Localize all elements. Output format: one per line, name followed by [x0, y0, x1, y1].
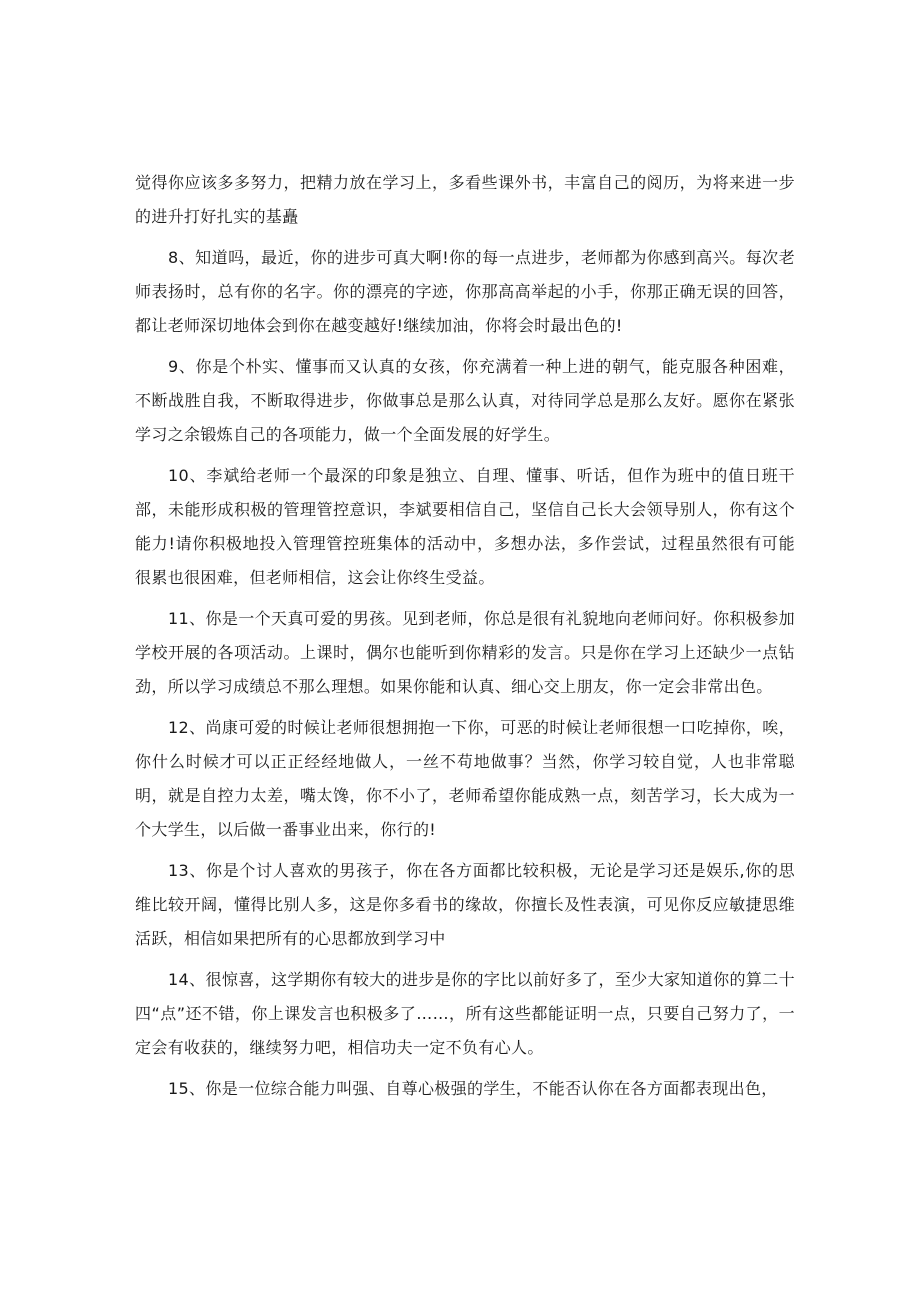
paragraph-item-10: 10、李斌给老师一个最深的印象是独立、自理、懂事、听话，但作为班中的值日班干部，未能形成积极的管理管控意识，李斌要相信自己，坚信自己长大会领导别人，你有这个能力!请你积极地投入管理管控班集体的活动中，多想办法，多作尝试，过程虽然很有可能很累也很困难，但老师相信，这会让你终生受益。 — [135, 466, 795, 587]
paragraph-item-14: 14、很惊喜，这学期你有较大的进步是你的字比以前好多了，至少大家知道你的算二十四“点”还不错，你上课发言也积极多了……，所有这些都能证明一点，只要自己努力了，一定会有收获的，继续努力吧，相信功夫一定不负有心人。 — [135, 970, 795, 1057]
paragraph-item-12: 12、尚康可爱的时候让老师很想拥抱一下你，可恶的时候让老师很想一口吃掉你，唉，你什么时候才可以正正经经地做人，一丝不苟地做事？当然，你学习较自觉，人也非常聪明，就是自控力太差，嘴太馋，你不小了，老师希望你能成熟一点，刻苦学习，长大成为一个大学生，以后做一番事业出来，你行的! — [135, 718, 795, 839]
paragraph-item-15: 15、你是一位综合能力叫强、自尊心极强的学生，不能否认你在各方面都表现出色， — [168, 1079, 778, 1098]
paragraph-item-11: 11、你是一个天真可爱的男孩。见到老师，你总是很有礼貌地向老师问好。你积极参加学校开展的各项活动。上课时，偶尔也能听到你精彩的发言。只是你在学习上还缺少一点钻劲，所以学习成绩总不那么理想。如果你能和认真、细心交上朋友，你一定会非常出色。 — [135, 609, 795, 696]
paragraph-item-9: 9、你是个朴实、懂事而又认真的女孩，你充满着一种上进的朝气，能克服各种困难，不断战胜自我，不断取得进步，你做事总是那么认真，对待同学总是那么友好。愿你在紧张学习之余锻炼自己的各项能力，做一个全面发展的好学生。 — [135, 357, 795, 444]
paragraph-item-8: 8、知道吗，最近，你的进步可真大啊!你的每一点进步，老师都为你感到高兴。每次老师表扬时，总有你的名字。你的漂亮的字迹，你那高高举起的小手，你那正确无误的回答，都让老师深切地体会到你在越变越好!继续加油，你将会时最出色的! — [135, 248, 795, 335]
document-page — [135, 166, 795, 1113]
paragraph-item-13: 13、你是个讨人喜欢的男孩子，你在各方面都比较积极，无论是学习还是娱乐,你的思维比较开阔，懂得比别人多，这是你多看书的缘故，你擅长及性表演，可见你反应敏捷思维活跃，相信如果把所有的心思都放到学习中 — [135, 861, 795, 948]
paragraph-continuation: 觉得你应该多多努力，把精力放在学习上，多看些课外书，丰富自己的阅历，为将来进一步的进升打好扎实的基矗 — [135, 173, 795, 226]
